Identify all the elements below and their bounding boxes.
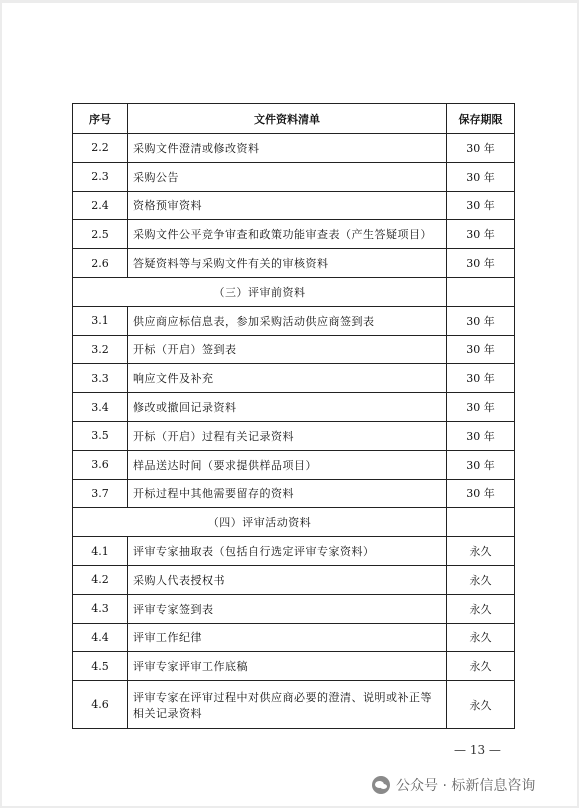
row-item: 开标（开启）签到表	[128, 335, 447, 364]
row-item: 评审专家签到表	[128, 594, 447, 623]
table-row	[73, 537, 515, 566]
section-empty-cell	[447, 277, 515, 306]
row-item: 采购文件澄清或修改资料	[128, 134, 447, 163]
table-row	[73, 450, 515, 479]
section-empty-cell	[447, 508, 515, 537]
table-row	[73, 220, 515, 249]
row-item: 采购人代表授权书	[128, 565, 447, 594]
row-number: 4.3	[73, 594, 128, 623]
row-retention: 30 年	[447, 220, 515, 249]
row-retention: 30 年	[447, 393, 515, 422]
header-item: 文件资料清单	[128, 104, 447, 134]
row-retention: 30 年	[447, 421, 515, 450]
table-row	[73, 594, 515, 623]
table-row	[73, 306, 515, 335]
header-retention: 保存期限	[447, 104, 515, 134]
row-retention: 永久	[447, 623, 515, 652]
archive-table	[72, 103, 515, 729]
section-label: （三）评审前资料	[73, 277, 447, 306]
row-item: 评审专家评审工作底稿	[128, 652, 447, 681]
row-item: 资格预审资料	[128, 191, 447, 220]
row-item: 样品送达时间（要求提供样品项目）	[128, 450, 447, 479]
table-row	[73, 565, 515, 594]
row-retention: 30 年	[447, 479, 515, 508]
row-retention: 30 年	[447, 450, 515, 479]
row-number: 3.6	[73, 450, 128, 479]
row-retention: 30 年	[447, 249, 515, 278]
row-retention: 30 年	[447, 306, 515, 335]
table-row	[73, 249, 515, 278]
table-row	[73, 364, 515, 393]
row-retention: 30 年	[447, 335, 515, 364]
row-retention: 永久	[447, 594, 515, 623]
header-number: 序号	[73, 104, 128, 134]
row-item: 开标过程中其他需要留存的资料	[128, 479, 447, 508]
row-number: 4.6	[73, 681, 128, 729]
table-header-row	[73, 104, 515, 134]
row-item: 答疑资料等与采购文件有关的审核资料	[128, 249, 447, 278]
row-retention: 永久	[447, 681, 515, 729]
row-number: 4.2	[73, 565, 128, 594]
row-item: 响应文件及补充	[128, 364, 447, 393]
row-retention: 30 年	[447, 162, 515, 191]
row-number: 2.2	[73, 134, 128, 163]
row-retention: 永久	[447, 565, 515, 594]
table-row	[73, 134, 515, 163]
document-page	[2, 3, 577, 806]
row-number: 2.3	[73, 162, 128, 191]
row-number: 4.4	[73, 623, 128, 652]
row-number: 3.4	[73, 393, 128, 422]
row-retention: 30 年	[447, 364, 515, 393]
row-item: 采购文件公平竞争审查和政策功能审查表（产生答疑项目）	[128, 220, 447, 249]
section-row	[73, 508, 515, 537]
table-row	[73, 335, 515, 364]
table-body	[73, 134, 515, 729]
row-item: 开标（开启）过程有关记录资料	[128, 421, 447, 450]
table-row	[73, 421, 515, 450]
row-number: 3.2	[73, 335, 128, 364]
row-retention: 永久	[447, 652, 515, 681]
watermark	[372, 775, 535, 795]
row-number: 3.3	[73, 364, 128, 393]
row-retention: 30 年	[447, 134, 515, 163]
section-label: （四）评审活动资料	[73, 508, 447, 537]
table-row	[73, 623, 515, 652]
row-number: 2.4	[73, 191, 128, 220]
page-number: — 13 —	[454, 743, 501, 757]
row-retention: 30 年	[447, 191, 515, 220]
row-number: 2.5	[73, 220, 128, 249]
row-item: 评审专家抽取表（包括自行选定评审专家资料）	[128, 537, 447, 566]
table-row	[73, 479, 515, 508]
table-row	[73, 191, 515, 220]
row-item: 供应商应标信息表，参加采购活动供应商签到表	[128, 306, 447, 335]
row-number: 3.7	[73, 479, 128, 508]
row-item: 评审专家在评审过程中对供应商必要的澄清、说明或补正等相关记录资料	[128, 681, 447, 729]
row-item: 评审工作纪律	[128, 623, 447, 652]
table-row	[73, 681, 515, 729]
row-number: 4.5	[73, 652, 128, 681]
row-number: 4.1	[73, 537, 128, 566]
row-number: 2.6	[73, 249, 128, 278]
watermark-text: 公众号 · 标新信息咨询	[396, 778, 536, 794]
row-item: 修改或撤回记录资料	[128, 393, 447, 422]
row-number: 3.1	[73, 306, 128, 335]
row-retention: 永久	[447, 537, 515, 566]
section-row	[73, 277, 515, 306]
table-row	[73, 393, 515, 422]
row-item: 采购公告	[128, 162, 447, 191]
row-number: 3.5	[73, 421, 128, 450]
wechat-icon	[372, 776, 390, 794]
table-row	[73, 652, 515, 681]
table-row	[73, 162, 515, 191]
